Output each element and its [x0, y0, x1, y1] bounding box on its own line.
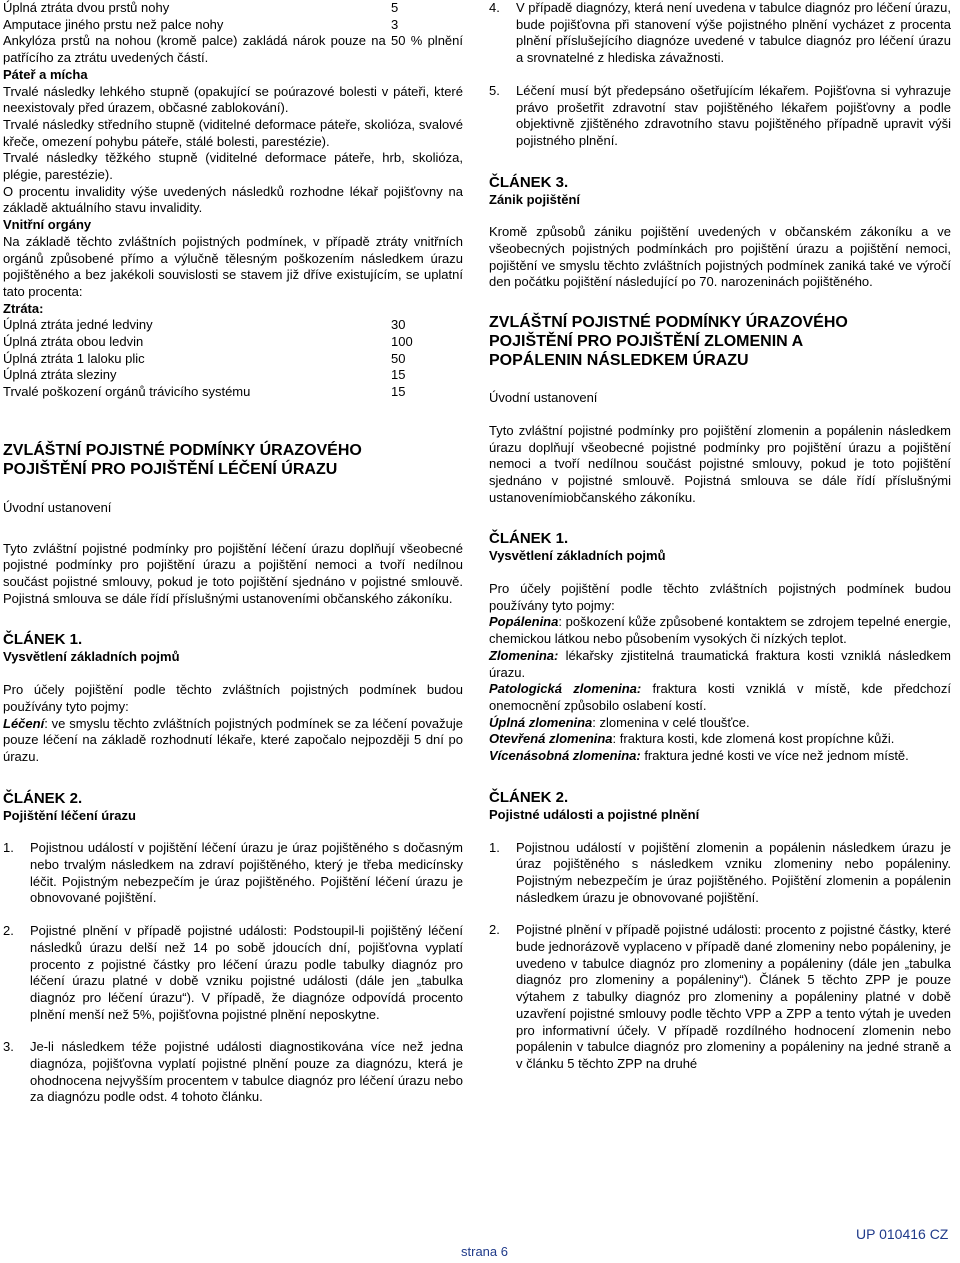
item-number: 2. — [3, 923, 14, 939]
article-1-title: ČLÁNEK 1. — [3, 631, 83, 649]
article-1-text: Pro účely pojištění podle těchto zvláštních pojistných podmínek budou používány tyto pojmy: — [489, 581, 951, 613]
loss-row — [3, 367, 463, 384]
ankylosis-text: Ankylóza prstů na nohou (kromě palce) zakládá nárok pouze na 50 % plnění patřícího za ztrátu uvedených částí. — [3, 33, 463, 66]
item-number: 1. — [489, 839, 500, 855]
zpp-title-line: ZVLÁŠTNÍ POJISTNÉ PODMÍNKY ÚRAZOVÉHO — [489, 314, 848, 332]
zpp-title-line: POJIŠTĚNÍ PRO POJIŠTĚNÍ ZLOMENIN A — [489, 333, 804, 351]
item-text: Pojistné plnění v případě pojistné události: procento z pojistné částky, které bude jednorázově vyplaceno v případě dané zlomeniny nebo popáleniny, je uvedeno v tabulce diagnóz pro zlomeniny a popáleniny (dále jen „tabulka diagnóz pro zlomeniny a popáleniny“). Článek 5 těchto ZPP je pouze výtahem z tabulky diagnóz pro zlomeniny a popáleniny platné v době uzavření pojistné smlouvy podle těchto VPP a ZPP a tento výtah je uveden pro informativní účely. V případě rozdílného hodnocení zlomenin nebo popálenin v tabulce diagnóz pro zlomeniny a popáleniny na jedné straně a v článku 5 těchto ZPP na druhé — [516, 922, 951, 1071]
article-1-subtitle: Vysvětlení základních pojmů — [489, 548, 666, 564]
definition-term: Úplná zlomenina — [489, 714, 593, 730]
definition-term: Otevřená zlomenina — [489, 731, 613, 747]
numbered-item — [3, 1039, 463, 1106]
item-text: Pojistnou událostí v pojištění léčení úrazu je úraz pojištěného s dočasným nebo trvalým následkem na zdraví pojištěného, který je třeba medicínsky léčit. Pojistným nebezpečím je úraz pojištěného. Pojištění léčení úrazu je obnovované pojištění. — [30, 840, 463, 906]
spine-note: O procentu invalidity výše uvedených následků rozhodne lékař pojišťovny na základě aktuálního stavu invalidity. — [3, 183, 463, 216]
article-2-title: ČLÁNEK 2. — [3, 789, 83, 807]
article-2-title: ČLÁNEK 2. — [489, 788, 569, 806]
loss-heading: Ztráta: — [3, 300, 44, 316]
right-column — [489, 0, 951, 1073]
left-column — [3, 0, 463, 1106]
definition-text: fraktura jedné kosti ve více než jednom místě. — [640, 748, 909, 764]
numbered-item — [489, 0, 951, 67]
article-2-subtitle: Pojistné události a pojistné plnění — [489, 806, 700, 822]
loss-label: Úplná ztráta 1 laloku plic — [3, 350, 145, 366]
numbered-item — [489, 840, 951, 907]
loss-label: Úplná ztráta obou ledvin — [3, 334, 144, 350]
loss-value: 50 — [391, 350, 406, 366]
internal-organs-heading: Vnitřní orgány — [3, 217, 92, 233]
definition — [3, 716, 463, 766]
definition — [489, 715, 951, 732]
definition-term: Popálenina — [489, 614, 559, 630]
numbered-item — [489, 83, 951, 150]
zpp-title-line: POJIŠTĚNÍ PRO POJIŠTĚNÍ LÉČENÍ ÚRAZU — [3, 460, 338, 478]
numbered-item — [3, 840, 463, 907]
article-2-subtitle: Pojištění léčení úrazu — [3, 807, 136, 823]
loss-row — [3, 351, 463, 368]
item-number: 4. — [489, 0, 500, 15]
organ-row — [3, 17, 463, 34]
article-1-text: Pro účely pojištění podle těchto zvláštních pojistných podmínek budou používány tyto pojmy: — [3, 682, 463, 714]
organ-label: Amputace jiného prstu než palce nohy — [3, 16, 224, 32]
item-text: Léčení musí být předepsáno ošetřujícím lékařem. Pojišťovna si vyhrazuje právo prošetřit zdravotní stav pojištěného lékařem pojišťovny a podle objektivně zjištěného zdravotního stavu pojištěného případně upravit výši pojistného plnění. — [516, 82, 951, 148]
loss-row — [3, 334, 463, 351]
zpp-title-line: POPÁLENIN NÁSLEDKEM ÚRAZU — [489, 352, 749, 370]
zpp-title — [3, 441, 463, 479]
numbered-item — [3, 923, 463, 1023]
spine-medium-text: Trvalé následky středního stupně (viditelné deformace páteře, skolióza, svalové křeče, omezení pohybu páteře, stálé bolesti, parestézie). — [3, 116, 463, 149]
item-number: 3. — [3, 1039, 14, 1055]
organ-value: 5 — [391, 0, 399, 15]
definition-term: Zlomenina: — [489, 647, 559, 663]
item-number: 1. — [3, 840, 14, 856]
intro-text: Tyto zvláštní pojistné podmínky pro pojištění léčení úrazu doplňují všeobecné pojistné podmínky pro pojištění úrazu a pojištění nemoci a tvoří nedílnou součást pojistné smlouvy, pokud je toto pojištění sjednáno v pojistné smlouvě. Pojistná smlouva se dále řídí příslušnými ustanoveními občanského zákoníku. — [3, 540, 463, 606]
item-text: Pojistnou událostí v pojištění zlomenin a popálenin následkem úrazu je úraz pojištěného s následkem vzniku zlomeniny nebo popáleniny. Pojistným nebezpečím je úraz pojištěného. Pojištění zlomenin a popálenin následkem úrazu je obnovované pojištění. — [516, 839, 951, 905]
spine-heavy-text: Trvalé následky těžkého stupně (viditelné deformace páteře, hrb, skolióza, plégie, parestézie). — [3, 150, 463, 183]
definition — [489, 748, 951, 765]
loss-value: 15 — [391, 384, 406, 400]
definition — [489, 681, 951, 714]
organ-row — [3, 0, 463, 17]
definition-term: Patologická zlomenina: — [489, 681, 642, 697]
spine-light-text: Trvalé následky lehkého stupně (opakující se poúrazové bolesti v páteři, které neexistovaly před úrazem, občasné zablokování). — [3, 83, 463, 116]
definition-term: Léčení — [3, 715, 45, 731]
zpp-title-line: ZVLÁŠTNÍ POJISTNÉ PODMÍNKY ÚRAZOVÉHO — [3, 441, 362, 459]
item-text: V případě diagnózy, která není uvedena v tabulce diagnóz pro léčení úrazu, bude pojišťovna při stanovení výše pojistného plnění vycházet z procenta plnění příslušejícího diagnóze uvedené v tabulce diagnóz pro léčení úrazu a srovnatelné z hlediska závažnosti. — [516, 0, 951, 66]
zpp-title — [489, 313, 951, 370]
article-3-text: Kromě způsobů zániku pojištění uvedených v občanském zákoníku a ve všeobecných pojistných podmínkách pro pojištění úrazu a pojištění nemoci, pojištění ve smyslu těchto zvláštních pojistných podmínek zaniká také ve výročí den počátku pojištění následující po 70. narozeninách pojištěného. — [489, 224, 951, 290]
item-text: Pojistné plnění v případě pojistné události: Podstoupil-li pojištěný léčení následků úrazu delší než 14 po sobě jdoucích dní, pojišťovna vyplatí procento z pojistné částky pro léčení úrazu podle tabulky diagnóz pro léčení úrazu platné v době vzniku pojistné události (dále jen „tabulka diagnóz pro léčení úrazu“). V případě, že diagnóze odpovídá procento plnění menší než 5%, pojišťovna pojistné plnění neposkytne. — [30, 923, 463, 1022]
item-text: Je-li následkem téže pojistné události diagnostikována více než jedna diagnóza, pojišťovna vyplatí pojistné plnění pouze za diagnózu, která je ohodnocena nejvyšším procentem v tabulce diagnóz pro léčení úrazu nebo za diagnózu podle odst. 4 tohoto článku. — [30, 1039, 463, 1105]
loss-label: Úplná ztráta jedné ledviny — [3, 317, 153, 333]
intro-text: Tyto zvláštní pojistné podmínky pro pojištění zlomenin a popálenin následkem úrazu doplňují všeobecné pojistné podmínky pro pojištění úrazu a pojištění nemoci a tvoří nedílnou součást pojistné smlouvy, pokud je toto pojištění sjednáno v pojistné smlouvě. Pojistná smlouva se dále řídí příslušnými ustanovenímiobčanského zákoníku. — [489, 422, 951, 505]
page-number: strana 6 — [461, 1244, 508, 1259]
article-1-title: ČLÁNEK 1. — [489, 530, 569, 548]
definition-text: : fraktura kosti, kde zlomená kost propíchne kůži. — [612, 731, 895, 747]
document-code: UP 010416 CZ — [856, 1226, 949, 1242]
definition-text: : poškození kůže způsobené kontaktem se zdrojem tepelné energie, chemickou látkou nebo působením vysokých či nízkých teplot. — [489, 614, 951, 647]
loss-value: 30 — [391, 317, 406, 333]
loss-value: 15 — [391, 367, 406, 383]
definition — [489, 731, 951, 748]
definition-text: : zlomenina v celé tloušťce. — [592, 714, 750, 730]
loss-value: 100 — [391, 334, 413, 350]
item-number: 5. — [489, 82, 500, 98]
definition-text: : ve smyslu těchto zvláštních pojistných podmínek se za léčení považuje pouze léčení na základě rozhodnutí lékaře, které započalo nejpozději 5 dní po úrazu. — [3, 715, 463, 764]
loss-label: Úplná ztráta sleziny — [3, 367, 117, 383]
definition-term: Vícenásobná zlomenina: — [489, 748, 641, 764]
definition-text: lékařsky zjistitelná traumatická fraktura kosti vzniklá následkem úrazu. — [489, 647, 951, 680]
definition — [489, 648, 951, 681]
numbered-item — [489, 922, 951, 1072]
loss-row — [3, 384, 463, 401]
definition — [489, 614, 951, 647]
organ-value: 3 — [391, 16, 399, 32]
definition-text: fraktura kosti vzniklá v místě, kde předchozí onemocnění způsobilo oslabení kostí. — [489, 681, 951, 713]
intro-heading: Úvodní ustanovení — [3, 499, 112, 515]
spine-heading: Páteř a mícha — [3, 66, 88, 82]
article-3-title: ČLÁNEK 3. — [489, 173, 569, 191]
organ-label: Úplná ztráta dvou prstů nohy — [3, 0, 170, 15]
loss-label: Trvalé poškození orgánů trávicího systému — [3, 384, 251, 400]
article-1-subtitle: Vysvětlení základních pojmů — [3, 649, 180, 665]
item-number: 2. — [489, 922, 500, 938]
loss-row — [3, 317, 463, 334]
internal-organs-text: Na základě těchto zvláštních pojistných podmínek, v případě ztráty vnitřních orgánů způsobené přímo a výlučně tělesným poškozením následkem úrazu pojištěného a bez jakékoli souvislosti se stavem již dříve existujícím, se uplatní tato procenta: — [3, 233, 463, 299]
intro-heading: Úvodní ustanovení — [489, 390, 598, 406]
article-3-subtitle: Zánik pojištění — [489, 191, 581, 207]
